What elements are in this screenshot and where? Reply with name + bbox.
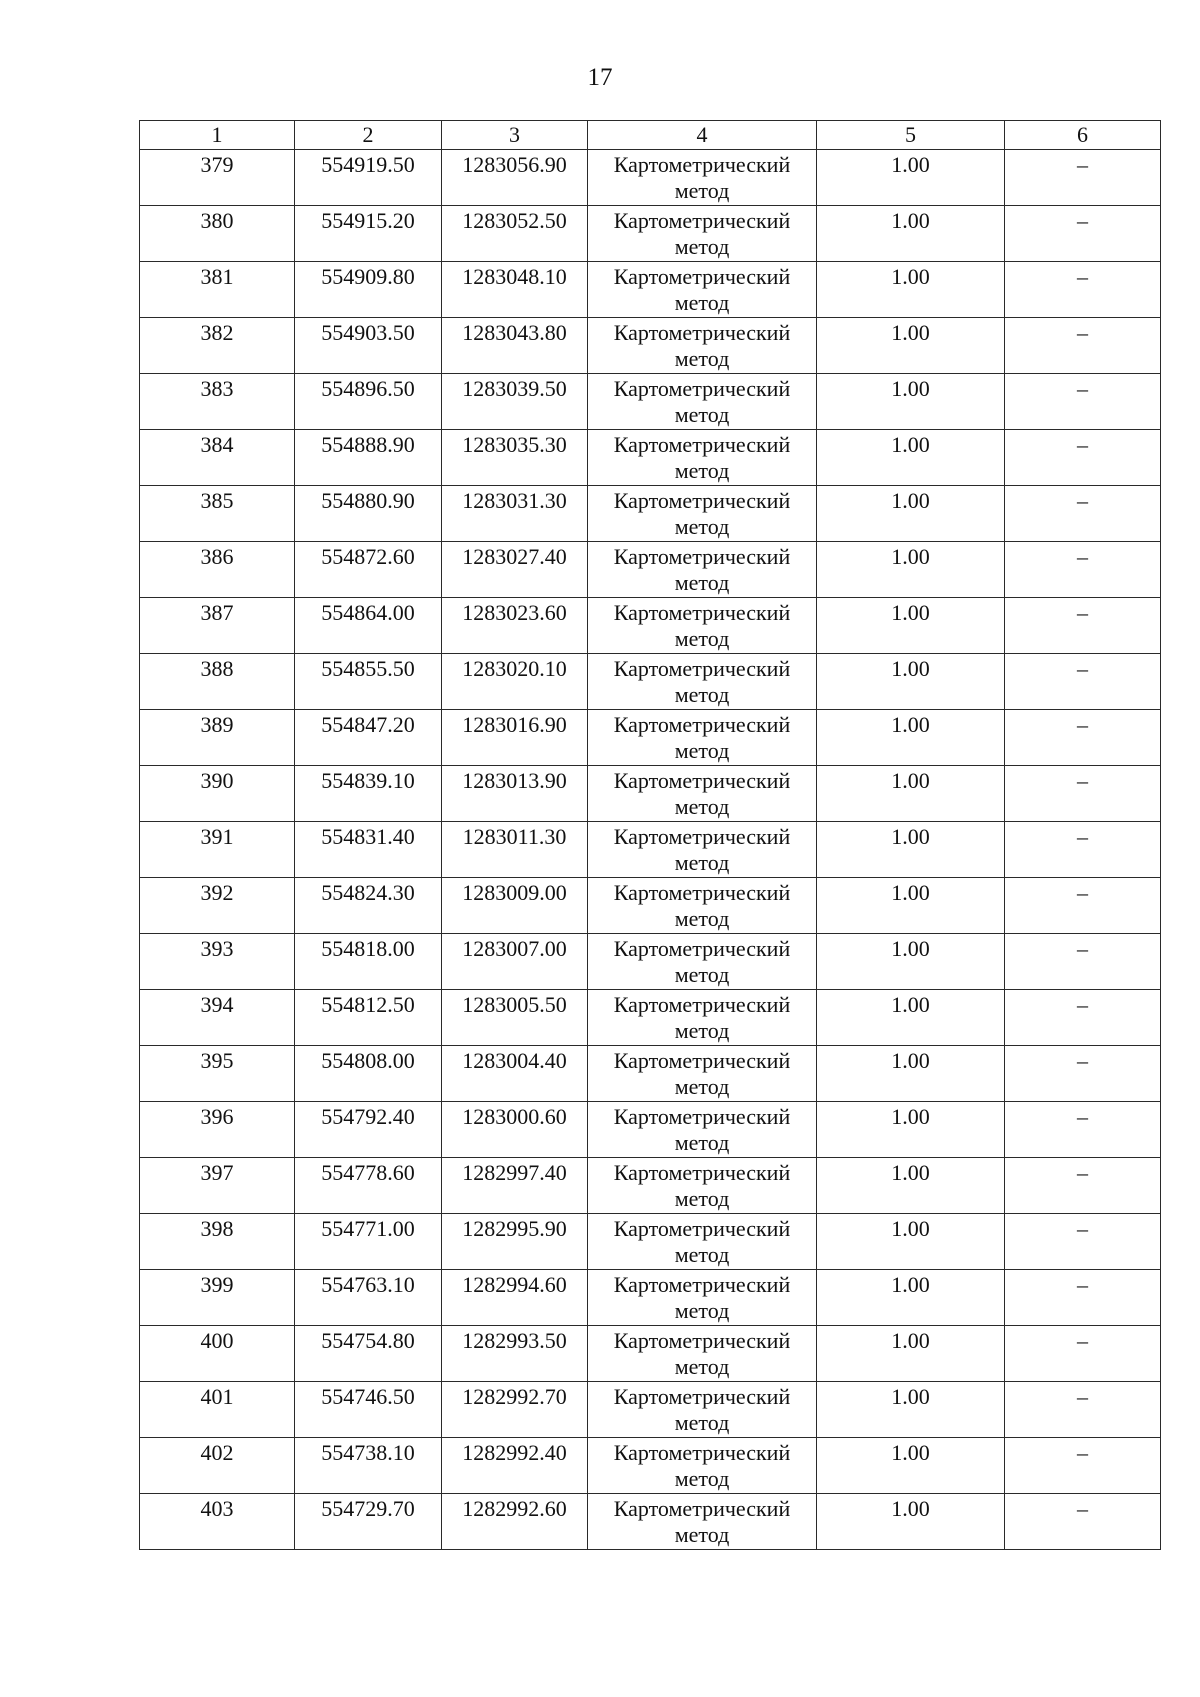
point-number-cell: 379: [140, 150, 295, 206]
method-cell: [588, 654, 817, 710]
note-cell: –: [1005, 1158, 1161, 1214]
method-text: метод: [674, 850, 730, 875]
table-row: [140, 262, 1161, 318]
point-number-cell: 389: [140, 710, 295, 766]
method-text: Картометрический: [613, 264, 791, 289]
x-coordinate-cell: 554915.20: [295, 206, 442, 262]
method-cell: [588, 318, 817, 374]
method-text: Картометрический: [613, 320, 791, 345]
point-number-cell: 401: [140, 1382, 295, 1438]
table-row: [140, 1102, 1161, 1158]
precision-cell: 1.00: [817, 1438, 1005, 1494]
precision-cell: 1.00: [817, 822, 1005, 878]
point-number-cell: 400: [140, 1326, 295, 1382]
method-text: Картометрический: [613, 1440, 791, 1465]
table-row: [140, 430, 1161, 486]
point-number-cell: 395: [140, 1046, 295, 1102]
note-cell: –: [1005, 1102, 1161, 1158]
method-text: метод: [674, 234, 730, 259]
x-coordinate-cell: 554855.50: [295, 654, 442, 710]
table-row: [140, 150, 1161, 206]
method-cell: [588, 1270, 817, 1326]
point-number-cell: 383: [140, 374, 295, 430]
y-coordinate-cell: 1282994.60: [442, 1270, 588, 1326]
method-text: метод: [674, 570, 730, 595]
point-number-cell: 386: [140, 542, 295, 598]
method-text: Картометрический: [613, 880, 791, 905]
method-cell: [588, 1046, 817, 1102]
method-cell: [588, 486, 817, 542]
x-coordinate-cell: 554903.50: [295, 318, 442, 374]
precision-cell: 1.00: [817, 206, 1005, 262]
method-text: Картометрический: [613, 1272, 791, 1297]
method-cell: [588, 150, 817, 206]
point-number-cell: 385: [140, 486, 295, 542]
point-number-cell: 397: [140, 1158, 295, 1214]
point-number-cell: 381: [140, 262, 295, 318]
method-cell: [588, 1494, 817, 1550]
table-row: [140, 1158, 1161, 1214]
point-number-cell: 396: [140, 1102, 295, 1158]
x-coordinate-cell: 554864.00: [295, 598, 442, 654]
precision-cell: 1.00: [817, 318, 1005, 374]
precision-cell: 1.00: [817, 542, 1005, 598]
x-coordinate-cell: 554729.70: [295, 1494, 442, 1550]
method-cell: [588, 766, 817, 822]
method-text: метод: [674, 514, 730, 539]
table-row: [140, 486, 1161, 542]
method-text: Картометрический: [613, 488, 791, 513]
point-number-cell: 403: [140, 1494, 295, 1550]
method-cell: [588, 1214, 817, 1270]
method-text: метод: [674, 906, 730, 931]
note-cell: –: [1005, 598, 1161, 654]
precision-cell: 1.00: [817, 1270, 1005, 1326]
x-coordinate-cell: 554888.90: [295, 430, 442, 486]
x-coordinate-cell: 554792.40: [295, 1102, 442, 1158]
precision-cell: 1.00: [817, 1102, 1005, 1158]
method-text: Картометрический: [613, 376, 791, 401]
method-text: Картометрический: [613, 1048, 791, 1073]
note-cell: –: [1005, 206, 1161, 262]
y-coordinate-cell: 1282995.90: [442, 1214, 588, 1270]
method-text: метод: [674, 682, 730, 707]
y-coordinate-cell: 1283013.90: [442, 766, 588, 822]
point-number-cell: 388: [140, 654, 295, 710]
method-cell: [588, 542, 817, 598]
y-coordinate-cell: 1283005.50: [442, 990, 588, 1046]
y-coordinate-cell: 1283027.40: [442, 542, 588, 598]
method-text: Картометрический: [613, 656, 791, 681]
table-row: [140, 1046, 1161, 1102]
precision-cell: 1.00: [817, 1046, 1005, 1102]
method-cell: [588, 1326, 817, 1382]
precision-cell: 1.00: [817, 486, 1005, 542]
method-text: метод: [674, 346, 730, 371]
header-row: [140, 121, 1161, 150]
method-text: метод: [674, 290, 730, 315]
method-text: метод: [674, 1298, 730, 1323]
method-cell: [588, 822, 817, 878]
y-coordinate-cell: 1283016.90: [442, 710, 588, 766]
y-coordinate-cell: 1282992.60: [442, 1494, 588, 1550]
method-text: Картометрический: [613, 1160, 791, 1185]
precision-cell: 1.00: [817, 150, 1005, 206]
x-coordinate-cell: 554909.80: [295, 262, 442, 318]
method-cell: [588, 206, 817, 262]
method-text: метод: [674, 1130, 730, 1155]
column-header: 1: [140, 121, 295, 150]
y-coordinate-cell: 1282992.40: [442, 1438, 588, 1494]
note-cell: –: [1005, 990, 1161, 1046]
precision-cell: 1.00: [817, 1326, 1005, 1382]
note-cell: –: [1005, 1382, 1161, 1438]
method-text: Картометрический: [613, 1328, 791, 1353]
table-row: [140, 598, 1161, 654]
note-cell: –: [1005, 1326, 1161, 1382]
precision-cell: 1.00: [817, 1158, 1005, 1214]
method-cell: [588, 430, 817, 486]
x-coordinate-cell: 554839.10: [295, 766, 442, 822]
precision-cell: 1.00: [817, 1382, 1005, 1438]
method-cell: [588, 1382, 817, 1438]
table-row: [140, 878, 1161, 934]
table-row: [140, 1438, 1161, 1494]
note-cell: –: [1005, 374, 1161, 430]
column-header: 4: [588, 121, 817, 150]
x-coordinate-cell: 554778.60: [295, 1158, 442, 1214]
table-row: [140, 206, 1161, 262]
note-cell: –: [1005, 934, 1161, 990]
note-cell: –: [1005, 430, 1161, 486]
y-coordinate-cell: 1283048.10: [442, 262, 588, 318]
table-row: [140, 542, 1161, 598]
note-cell: –: [1005, 766, 1161, 822]
method-cell: [588, 710, 817, 766]
y-coordinate-cell: 1283031.30: [442, 486, 588, 542]
table-row: [140, 1382, 1161, 1438]
method-cell: [588, 1438, 817, 1494]
method-text: метод: [674, 458, 730, 483]
method-text: метод: [674, 1018, 730, 1043]
y-coordinate-cell: 1282997.40: [442, 1158, 588, 1214]
point-number-cell: 398: [140, 1214, 295, 1270]
x-coordinate-cell: 554812.50: [295, 990, 442, 1046]
method-text: метод: [674, 402, 730, 427]
x-coordinate-cell: 554847.20: [295, 710, 442, 766]
table-body: [140, 150, 1161, 1550]
x-coordinate-cell: 554824.30: [295, 878, 442, 934]
page-number: 17: [587, 64, 613, 91]
y-coordinate-cell: 1283039.50: [442, 374, 588, 430]
method-text: Картометрический: [613, 712, 791, 737]
method-text: Картометрический: [613, 824, 791, 849]
method-cell: [588, 934, 817, 990]
y-coordinate-cell: 1283009.00: [442, 878, 588, 934]
note-cell: –: [1005, 710, 1161, 766]
table-row: [140, 1326, 1161, 1382]
y-coordinate-cell: 1282992.70: [442, 1382, 588, 1438]
table-header: [140, 121, 1161, 150]
x-coordinate-cell: 554754.80: [295, 1326, 442, 1382]
method-text: Картометрический: [613, 1216, 791, 1241]
table-row: [140, 374, 1161, 430]
point-number-cell: 387: [140, 598, 295, 654]
y-coordinate-cell: 1283035.30: [442, 430, 588, 486]
method-text: метод: [674, 1466, 730, 1491]
x-coordinate-cell: 554771.00: [295, 1214, 442, 1270]
column-header: 2: [295, 121, 442, 150]
note-cell: –: [1005, 1438, 1161, 1494]
method-cell: [588, 598, 817, 654]
method-cell: [588, 1158, 817, 1214]
method-text: Картометрический: [613, 1384, 791, 1409]
table-row: [140, 934, 1161, 990]
method-cell: [588, 1102, 817, 1158]
note-cell: –: [1005, 654, 1161, 710]
point-number-cell: 390: [140, 766, 295, 822]
y-coordinate-cell: 1283000.60: [442, 1102, 588, 1158]
method-text: метод: [674, 1354, 730, 1379]
method-text: метод: [674, 1410, 730, 1435]
method-text: Картометрический: [613, 1104, 791, 1129]
table-row: [140, 766, 1161, 822]
precision-cell: 1.00: [817, 654, 1005, 710]
point-number-cell: 394: [140, 990, 295, 1046]
table-row: [140, 710, 1161, 766]
method-text: Картометрический: [613, 936, 791, 961]
method-text: Картометрический: [613, 544, 791, 569]
y-coordinate-cell: 1283020.10: [442, 654, 588, 710]
x-coordinate-cell: 554896.50: [295, 374, 442, 430]
y-coordinate-cell: 1283052.50: [442, 206, 588, 262]
method-text: Картометрический: [613, 992, 791, 1017]
x-coordinate-cell: 554808.00: [295, 1046, 442, 1102]
precision-cell: 1.00: [817, 710, 1005, 766]
x-coordinate-cell: 554880.90: [295, 486, 442, 542]
table-row: [140, 1494, 1161, 1550]
method-cell: [588, 374, 817, 430]
method-text: метод: [674, 1186, 730, 1211]
table-row: [140, 1214, 1161, 1270]
column-header: 5: [817, 121, 1005, 150]
method-text: Картометрический: [613, 600, 791, 625]
note-cell: –: [1005, 1270, 1161, 1326]
precision-cell: 1.00: [817, 1494, 1005, 1550]
table-row: [140, 990, 1161, 1046]
precision-cell: 1.00: [817, 766, 1005, 822]
x-coordinate-cell: 554763.10: [295, 1270, 442, 1326]
point-number-cell: 399: [140, 1270, 295, 1326]
note-cell: –: [1005, 150, 1161, 206]
y-coordinate-cell: 1282993.50: [442, 1326, 588, 1382]
y-coordinate-cell: 1283043.80: [442, 318, 588, 374]
point-number-cell: 384: [140, 430, 295, 486]
table-row: [140, 1270, 1161, 1326]
point-number-cell: 402: [140, 1438, 295, 1494]
precision-cell: 1.00: [817, 598, 1005, 654]
point-number-cell: 393: [140, 934, 295, 990]
point-number-cell: 392: [140, 878, 295, 934]
precision-cell: 1.00: [817, 374, 1005, 430]
method-text: Картометрический: [613, 432, 791, 457]
note-cell: –: [1005, 878, 1161, 934]
precision-cell: 1.00: [817, 1214, 1005, 1270]
x-coordinate-cell: 554872.60: [295, 542, 442, 598]
column-header: 3: [442, 121, 588, 150]
y-coordinate-cell: 1283004.40: [442, 1046, 588, 1102]
x-coordinate-cell: 554818.00: [295, 934, 442, 990]
note-cell: –: [1005, 318, 1161, 374]
y-coordinate-cell: 1283023.60: [442, 598, 588, 654]
table-row: [140, 318, 1161, 374]
note-cell: –: [1005, 1046, 1161, 1102]
column-header: 6: [1005, 121, 1161, 150]
method-cell: [588, 990, 817, 1046]
precision-cell: 1.00: [817, 878, 1005, 934]
precision-cell: 1.00: [817, 934, 1005, 990]
note-cell: –: [1005, 822, 1161, 878]
note-cell: –: [1005, 1494, 1161, 1550]
method-text: метод: [674, 1522, 730, 1547]
y-coordinate-cell: 1283007.00: [442, 934, 588, 990]
method-cell: [588, 878, 817, 934]
x-coordinate-cell: 554919.50: [295, 150, 442, 206]
method-text: Картометрический: [613, 1496, 791, 1521]
method-text: метод: [674, 738, 730, 763]
precision-cell: 1.00: [817, 990, 1005, 1046]
method-text: метод: [674, 962, 730, 987]
method-text: Картометрический: [613, 768, 791, 793]
y-coordinate-cell: 1283011.30: [442, 822, 588, 878]
x-coordinate-cell: 554831.40: [295, 822, 442, 878]
precision-cell: 1.00: [817, 262, 1005, 318]
table-row: [140, 822, 1161, 878]
note-cell: –: [1005, 262, 1161, 318]
method-text: метод: [674, 794, 730, 819]
method-cell: [588, 262, 817, 318]
table-row: [140, 654, 1161, 710]
method-text: Картометрический: [613, 208, 791, 233]
note-cell: –: [1005, 1214, 1161, 1270]
method-text: Картометрический: [613, 152, 791, 177]
coordinates-table: [139, 120, 1161, 1550]
method-text: метод: [674, 1074, 730, 1099]
note-cell: –: [1005, 486, 1161, 542]
method-text: метод: [674, 1242, 730, 1267]
point-number-cell: 382: [140, 318, 295, 374]
precision-cell: 1.00: [817, 430, 1005, 486]
y-coordinate-cell: 1283056.90: [442, 150, 588, 206]
x-coordinate-cell: 554738.10: [295, 1438, 442, 1494]
method-text: метод: [674, 626, 730, 651]
method-text: метод: [674, 178, 730, 203]
x-coordinate-cell: 554746.50: [295, 1382, 442, 1438]
point-number-cell: 380: [140, 206, 295, 262]
point-number-cell: 391: [140, 822, 295, 878]
note-cell: –: [1005, 542, 1161, 598]
